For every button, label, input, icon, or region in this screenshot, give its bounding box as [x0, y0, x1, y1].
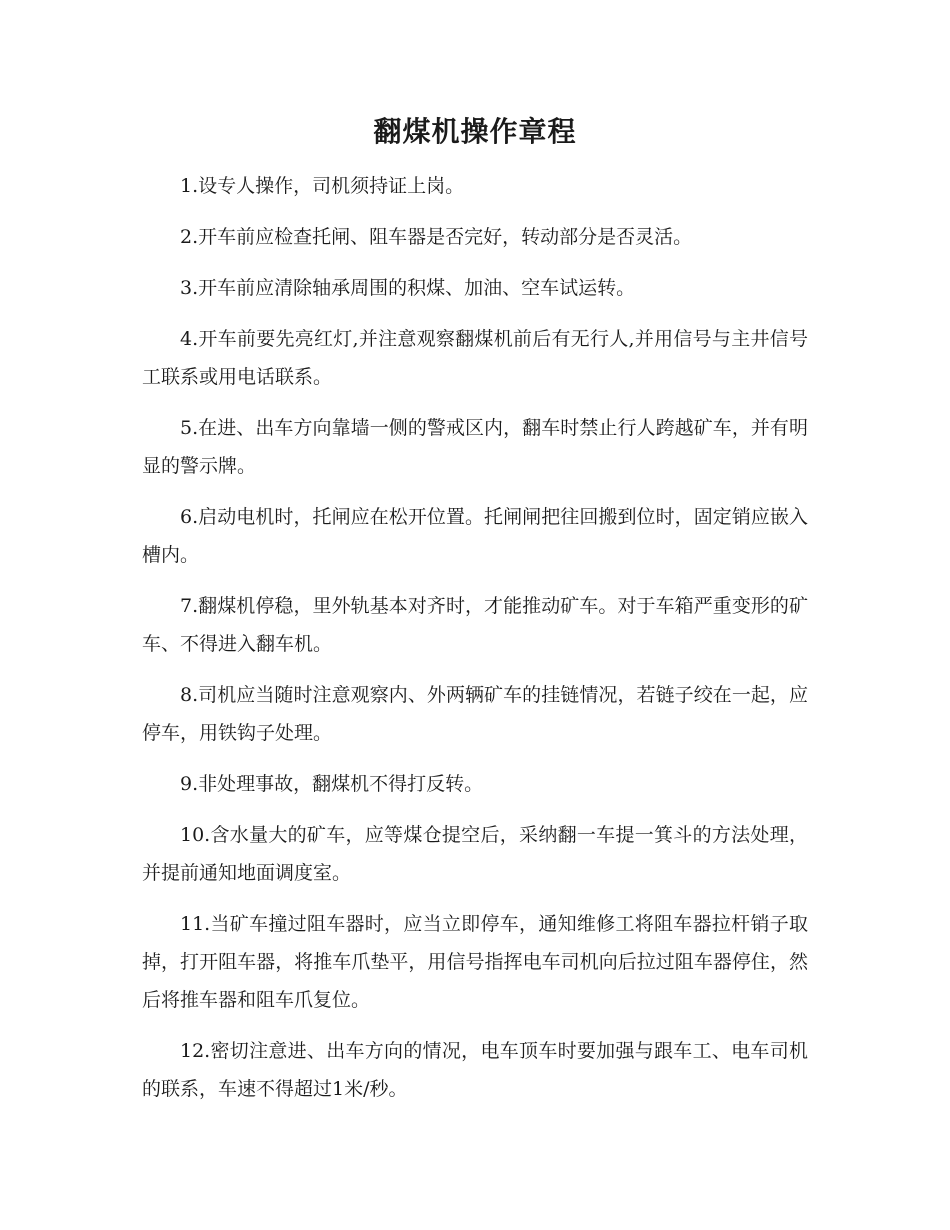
rule-item-12: 12.密切注意进、出车方向的情况，电车顶车时要加强与跟车工、电车司机的联系，车速不得超过1米/秒。 — [142, 1040, 808, 1100]
rule-item-6: 6.启动电机时，托闸应在松开位置。托闸闸把往回搬到位时，固定销应嵌入槽内。 — [142, 506, 808, 566]
rule-item-1: 1.设专人操作，司机须持证上岗。 — [180, 175, 465, 197]
rule-item-7: 7.翻煤机停稳，里外轨基本对齐时，才能推动矿车。对于车箱严重变形的矿车、不得进入翻车机。 — [142, 595, 808, 655]
rule-item-5: 5.在进、出车方向靠墙一侧的警戒区内，翻车时禁止行人跨越矿车，并有明显的警示牌。 — [142, 417, 808, 477]
rule-item-3: 3.开车前应清除轴承周围的积煤、加油、空车试运转。 — [180, 277, 636, 299]
rule-item-8: 8.司机应当随时注意观察内、外两辆矿车的挂链情况，若链子绞在一起，应停车，用铁钩子处理。 — [142, 684, 808, 744]
rule-item-4: 4.开车前要先亮红灯,并注意观察翻煤机前后有无行人,并用信号与主井信号工联系或用电话联系。 — [142, 328, 808, 388]
rule-item-9: 9.非处理事故，翻煤机不得打反转。 — [180, 773, 484, 795]
rule-item-11: 11.当矿车撞过阻车器时，应当立即停车，通知维修工将阻车器拉杆销子取掉，打开阻车器，将推车爪垫平，用信号指挥电车司机向后拉过阻车器停住，然后将推车器和阻车爪复位。 — [142, 913, 808, 1011]
rule-item-2: 2.开车前应检查托闸、阻车器是否完好，转动部分是否灵活。 — [180, 226, 693, 248]
document-title: 翻煤机操作章程 — [373, 115, 577, 148]
rule-item-10: 10.含水量大的矿车，应等煤仓提空后，采纳翻一车提一箕斗的方法处理，并提前通知地面调度室。 — [142, 824, 808, 884]
rules-list — [142, 167, 808, 1121]
